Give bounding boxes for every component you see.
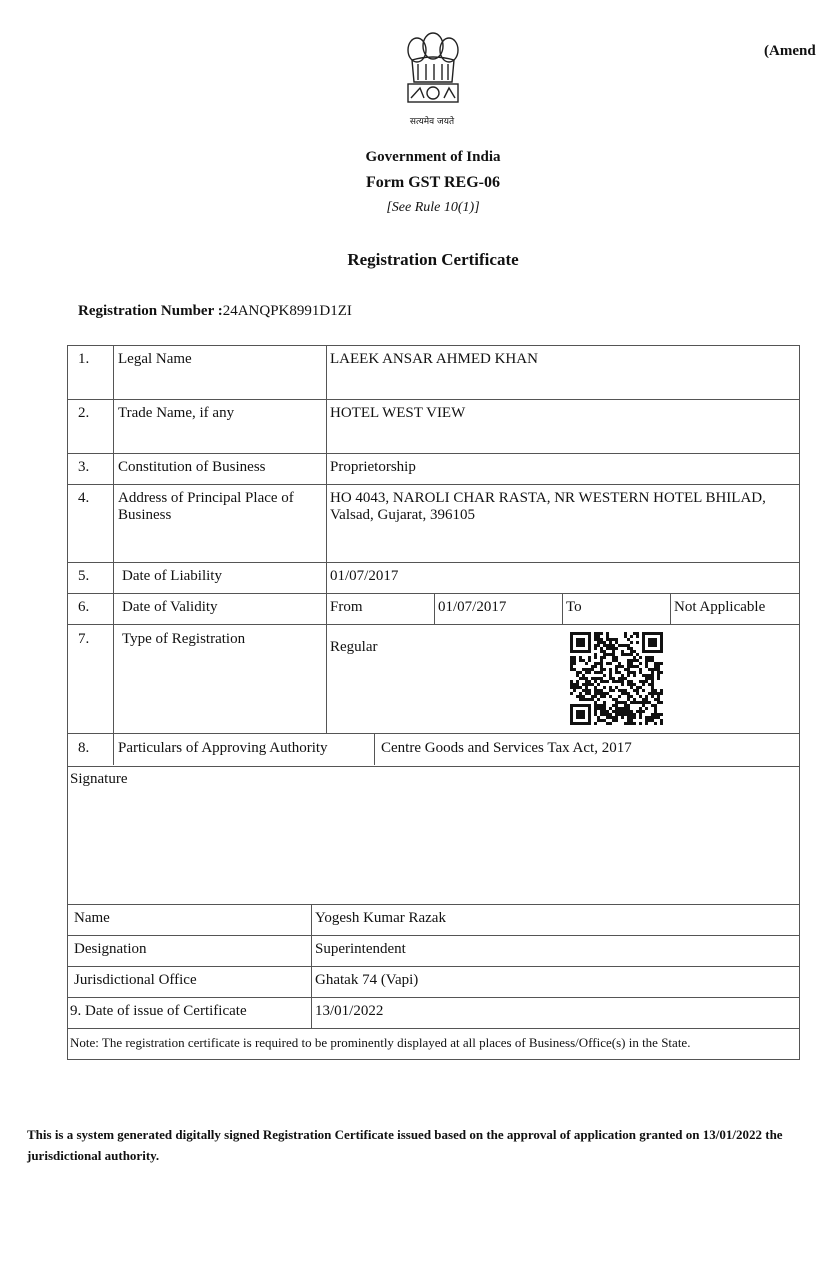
registration-number-label: Registration Number :	[78, 303, 223, 319]
rule-reference: [See Rule 10(1)]	[386, 200, 480, 215]
registration-type-value: Regular	[330, 639, 378, 655]
liability-date-value: 01/07/2017	[330, 568, 399, 584]
qr-code	[570, 632, 663, 725]
row-7-number: 7.	[78, 631, 90, 647]
validity-to-label: To	[566, 599, 582, 615]
footer-statement: This is a system generated digitally signed Registration Certificate issued based on the approval of application granted on 13/01/2022 the jurisdictional authority.	[27, 1127, 783, 1163]
validity-to-value: Not Applicable	[674, 599, 766, 615]
constitution-value: Proprietorship	[330, 459, 416, 475]
legal-name-label: Legal Name	[118, 351, 192, 367]
designation-value: Superintendent	[315, 941, 406, 957]
government-heading: Government of India	[365, 149, 501, 165]
validity-from-value: 01/07/2017	[438, 599, 507, 615]
approving-authority-label: Particulars of Approving Authority	[118, 740, 328, 756]
certificate-title: Registration Certificate	[347, 250, 519, 269]
legal-name-value: LAEEK ANSAR AHMED KHAN	[330, 351, 538, 367]
validity-from-label: From	[330, 599, 363, 615]
row-3-number: 3.	[78, 459, 90, 475]
row-4-number: 4.	[78, 490, 90, 506]
address-label: Address of Principal Place of Business	[118, 490, 294, 523]
validity-date-label: Date of Validity	[122, 599, 218, 615]
trade-name-label: Trade Name, if any	[118, 405, 235, 421]
amendment-tag: (Amend	[764, 43, 816, 59]
form-name: Form GST REG-06	[366, 174, 500, 191]
registration-type-label: Type of Registration	[122, 631, 246, 647]
jurisdictional-office-value: Ghatak 74 (Vapi)	[315, 972, 419, 988]
signature-label: Signature	[70, 771, 128, 787]
registration-number-value: 24ANQPK8991D1ZI	[222, 303, 352, 319]
row-2-number: 2.	[78, 405, 90, 421]
issue-date-value: 13/01/2022	[315, 1003, 384, 1019]
jurisdictional-office-label: Jurisdictional Office	[74, 972, 197, 988]
constitution-label: Constitution of Business	[118, 459, 266, 475]
row-1-number: 1.	[78, 351, 90, 367]
registration-number	[78, 303, 352, 320]
row-6-number: 6.	[78, 599, 90, 615]
signatory-name-label: Name	[74, 910, 110, 926]
row-8-number: 8.	[78, 740, 90, 756]
national-emblem-icon	[398, 24, 468, 114]
display-note: Note: The registration certificate is required to be prominently displayed at all places of Business/Office(s) in the State.	[70, 1035, 691, 1050]
designation-label: Designation	[74, 941, 147, 957]
trade-name-value: HOTEL WEST VIEW	[330, 405, 466, 421]
issue-date-label: 9. Date of issue of Certificate	[70, 1003, 247, 1019]
signatory-name-value: Yogesh Kumar Razak	[315, 910, 446, 926]
liability-date-label: Date of Liability	[122, 568, 222, 584]
row-5-number: 5.	[78, 568, 90, 584]
emblem-motto: सत्यमेव जयते	[409, 117, 455, 127]
address-value: HO 4043, NAROLI CHAR RASTA, NR WESTERN HOTEL BHILAD, Valsad, Gujarat, 396105	[330, 490, 766, 523]
approving-authority-value: Centre Goods and Services Tax Act, 2017	[381, 740, 632, 756]
